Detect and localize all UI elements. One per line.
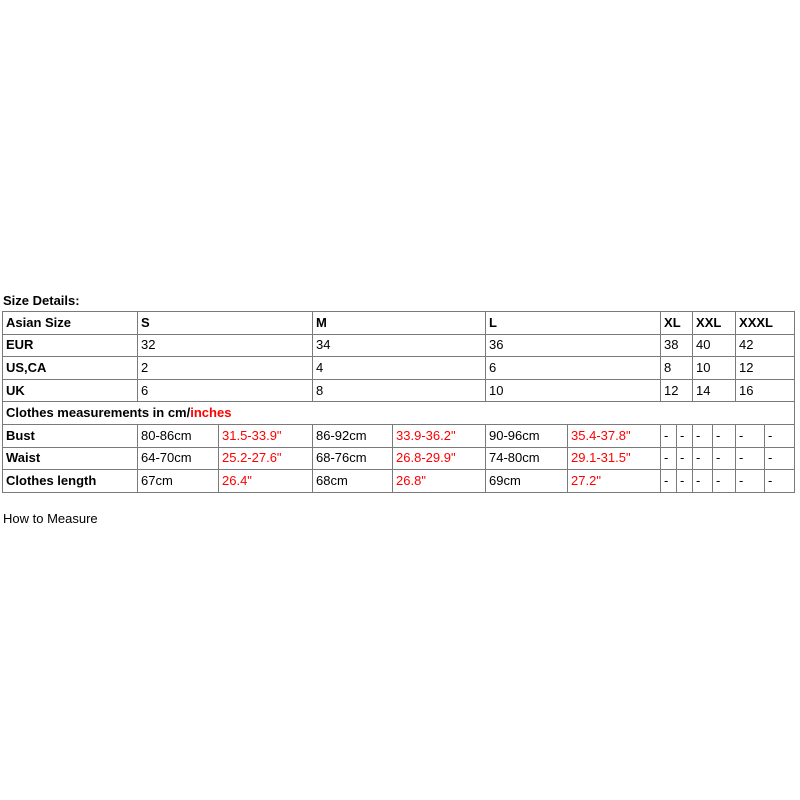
eur-xl: 38 <box>661 334 693 357</box>
waist-row <box>3 447 795 470</box>
length-xxl-cm: - <box>693 470 713 493</box>
bust-xl-cm: - <box>661 424 677 447</box>
us-xl: 8 <box>661 357 693 380</box>
waist-m-cm: 68-76cm <box>313 447 393 470</box>
waist-m-inches: 26.8-29.9" <box>393 447 486 470</box>
eur-row <box>3 334 795 357</box>
us-m: 4 <box>313 357 486 380</box>
bust-xxl-cm: - <box>693 424 713 447</box>
length-l-inches: 27.2" <box>568 470 661 493</box>
row-label: UK <box>3 379 138 402</box>
uk-xxl: 14 <box>693 379 736 402</box>
uk-s: 6 <box>138 379 313 402</box>
bust-m-cm: 86-92cm <box>313 424 393 447</box>
eur-l: 36 <box>486 334 661 357</box>
bust-l-cm: 90-96cm <box>486 424 568 447</box>
clothes-length-row <box>3 470 795 493</box>
row-label: EUR <box>3 334 138 357</box>
size-xxl-header: XXL <box>693 312 736 335</box>
waist-xxl-inches: - <box>713 447 736 470</box>
length-xxl-inches: - <box>713 470 736 493</box>
length-s-cm: 67cm <box>138 470 219 493</box>
us-xxxl: 12 <box>736 357 795 380</box>
asian-size-label: Asian Size <box>3 312 138 335</box>
uk-m: 8 <box>313 379 486 402</box>
length-s-inches: 26.4" <box>219 470 313 493</box>
uk-row <box>3 379 795 402</box>
bust-xxxl-cm: - <box>736 424 765 447</box>
asian-size-row <box>3 312 795 335</box>
us-xxl: 10 <box>693 357 736 380</box>
size-l-header: L <box>486 312 661 335</box>
bust-s-cm: 80-86cm <box>138 424 219 447</box>
measurements-title-prefix: Clothes measurements in cm/ <box>6 405 191 421</box>
waist-s-inches: 25.2-27.6" <box>219 447 313 470</box>
eur-xxxl: 42 <box>736 334 795 357</box>
uk-l: 10 <box>486 379 661 402</box>
size-m-header: M <box>313 312 486 335</box>
row-label: Waist <box>3 447 138 470</box>
waist-xl-inches: - <box>677 447 693 470</box>
cut-off-heading: How to Measure <box>3 511 98 526</box>
length-xl-cm: - <box>661 470 677 493</box>
us-s: 2 <box>138 357 313 380</box>
row-label: Bust <box>3 424 138 447</box>
us-l: 6 <box>486 357 661 380</box>
size-details-heading: Size Details: <box>3 293 80 308</box>
row-label: US,CA <box>3 357 138 380</box>
bust-xl-inches: - <box>677 424 693 447</box>
size-xxxl-header: XXXL <box>736 312 795 335</box>
waist-xxxl-inches: - <box>765 447 795 470</box>
waist-xl-cm: - <box>661 447 677 470</box>
measurements-title <box>3 402 795 425</box>
eur-m: 34 <box>313 334 486 357</box>
bust-l-inches: 35.4-37.8" <box>568 424 661 447</box>
eur-xxl: 40 <box>693 334 736 357</box>
bust-m-inches: 33.9-36.2" <box>393 424 486 447</box>
waist-l-cm: 74-80cm <box>486 447 568 470</box>
bust-xxl-inches: - <box>713 424 736 447</box>
waist-s-cm: 64-70cm <box>138 447 219 470</box>
measurements-title-row <box>3 402 795 425</box>
row-label: Clothes length <box>3 470 138 493</box>
length-xxxl-cm: - <box>736 470 765 493</box>
size-chart-table <box>2 311 795 493</box>
bust-row <box>3 424 795 447</box>
us-ca-row <box>3 357 795 380</box>
eur-s: 32 <box>138 334 313 357</box>
uk-xl: 12 <box>661 379 693 402</box>
length-m-cm: 68cm <box>313 470 393 493</box>
length-l-cm: 69cm <box>486 470 568 493</box>
uk-xxxl: 16 <box>736 379 795 402</box>
measurements-title-suffix: inches <box>190 405 232 421</box>
length-xl-inches: - <box>677 470 693 493</box>
bust-xxxl-inches: - <box>765 424 795 447</box>
waist-xxxl-cm: - <box>736 447 765 470</box>
size-s-header: S <box>138 312 313 335</box>
waist-l-inches: 29.1-31.5" <box>568 447 661 470</box>
length-xxxl-inches: - <box>765 470 795 493</box>
waist-xxl-cm: - <box>693 447 713 470</box>
length-m-inches: 26.8" <box>393 470 486 493</box>
size-xl-header: XL <box>661 312 693 335</box>
bust-s-inches: 31.5-33.9" <box>219 424 313 447</box>
